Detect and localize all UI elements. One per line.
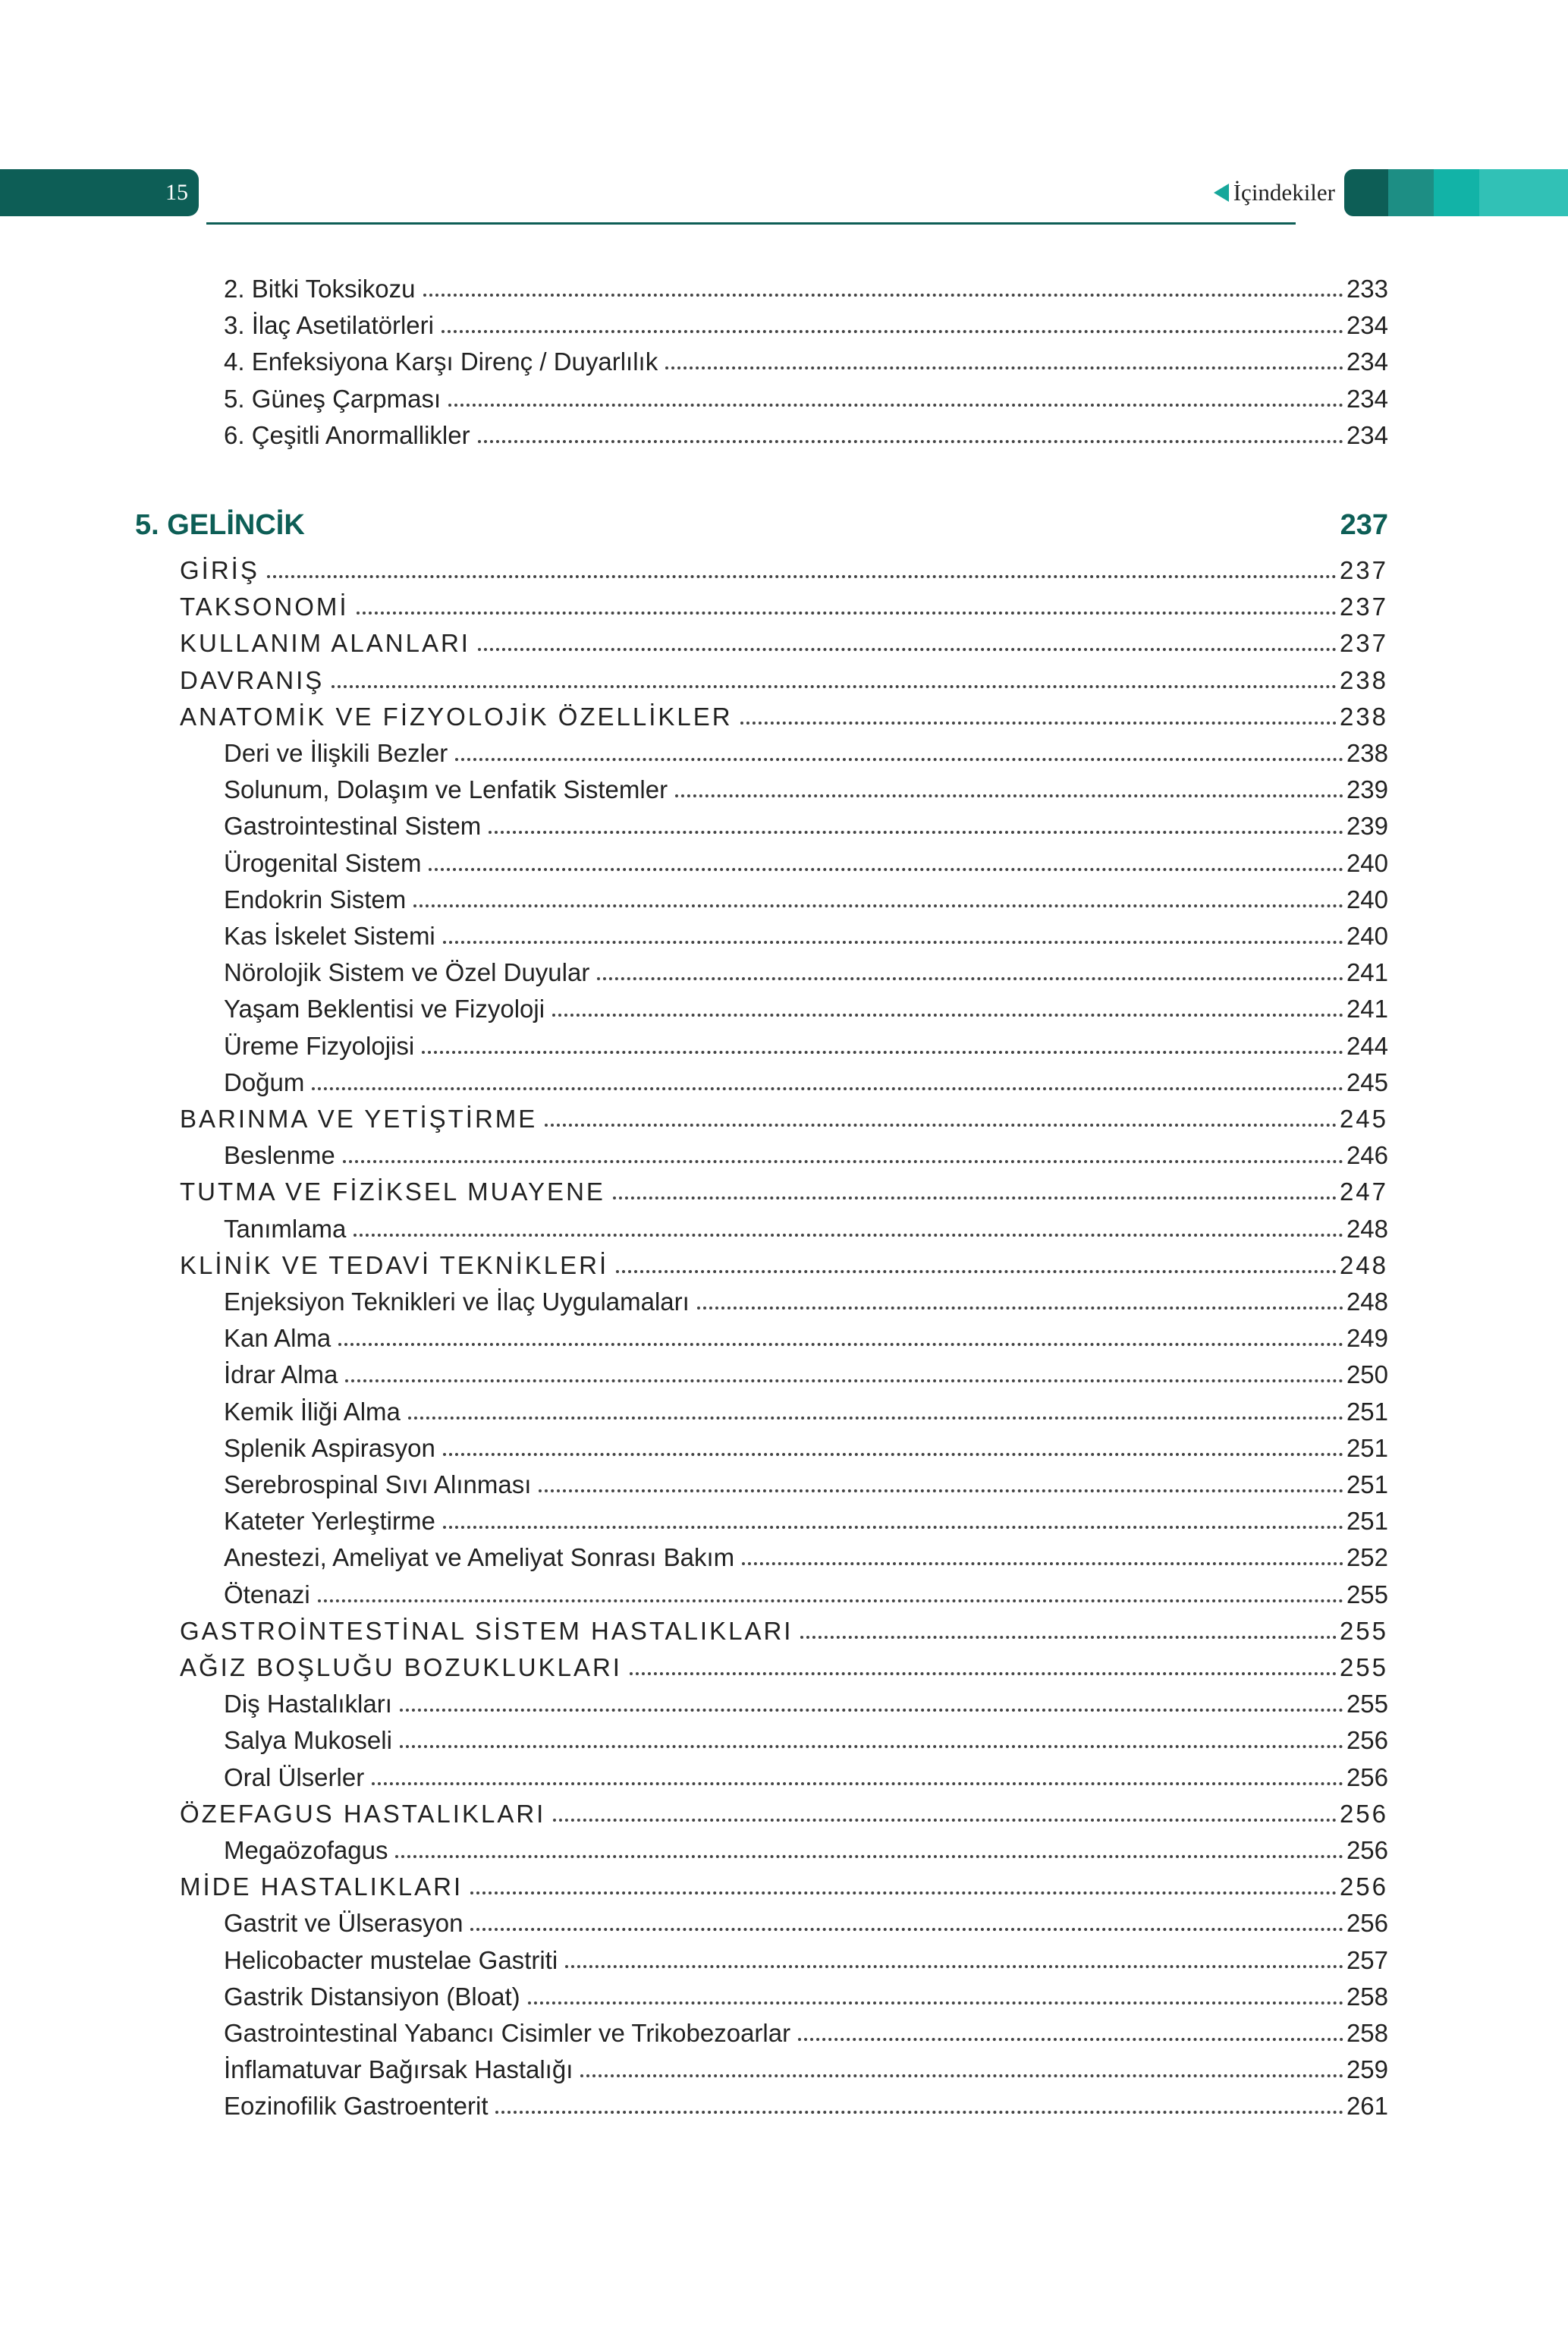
toc-page-number: 238 [1339,665,1388,694]
dot-leader [372,1782,1343,1785]
toc-row[interactable] [224,734,1388,769]
toc-entry-title: GASTROİNTESTİNAL SİSTEM HASTALIKLARI [180,1616,793,1645]
toc-entry-title: Deri ve İlişkili Bezler [224,739,448,767]
dot-leader [616,1270,1337,1273]
toc-row[interactable] [224,1392,1388,1427]
toc-page-number: 237 [1339,593,1388,621]
toc-row[interactable] [224,917,1388,951]
toc-page-number: 239 [1346,812,1388,841]
toc-page-number: 249 [1346,1324,1388,1353]
header-color-blocks [1344,169,1568,216]
toc-row[interactable] [180,697,1388,732]
dot-leader [443,1453,1343,1456]
color-block [1388,169,1434,216]
toc-entry-title: TAKSONOMİ [180,593,349,621]
toc-page-number: 237 [1340,509,1388,541]
toc-entry-title: Endokrin Sistem [224,885,407,913]
toc-entry-title: İdrar Alma [224,1360,338,1389]
toc-row[interactable] [224,1758,1388,1793]
toc-page-number: 255 [1346,1690,1388,1718]
toc-row[interactable] [224,1575,1388,1610]
toc-page-number: 256 [1346,1726,1388,1755]
toc-row[interactable] [224,1465,1388,1500]
toc-entry-title: Yaşam Beklentisi ve Fizyoloji [224,995,545,1024]
toc-row[interactable] [224,269,1388,304]
toc-entry-title: Üreme Fizyolojisi [224,1031,415,1060]
toc-entry-title: KULLANIM ALANLARI [180,629,470,658]
toc-page-number: 256 [1339,1799,1388,1828]
dot-leader [489,831,1343,834]
toc-row[interactable] [180,1172,1388,1207]
toc-page-number: 248 [1346,1288,1388,1316]
section-label: İçindekiler [1233,179,1335,206]
toc-row[interactable] [224,2050,1388,2085]
toc-page-number: 256 [1346,1836,1388,1864]
dot-leader [798,2038,1343,2041]
toc-page-number: 234 [1346,420,1388,449]
toc-row[interactable] [180,1099,1388,1134]
toc-entry-title: Megaözofagus [224,1836,388,1864]
toc-entry-title: KLİNİK VE TEDAVİ TEKNİKLERİ [180,1250,609,1279]
dot-leader [408,1417,1343,1420]
left-triangle-icon [1214,184,1229,202]
toc-page-number: 237 [1339,629,1388,658]
toc-page-number: 255 [1339,1616,1388,1645]
dot-leader [429,868,1343,871]
toc-page-number: 256 [1339,1872,1388,1901]
toc-page-number: 245 [1346,1068,1388,1096]
toc-row[interactable] [224,1063,1388,1098]
toc-entry-title: 4. Enfeksiyona Karşı Direnç / Duyarlılık [224,347,658,376]
toc-entry-title: ÖZEFAGUS HASTALIKLARI [180,1799,546,1828]
toc-entry-title: Gastrointestinal Sistem [224,812,482,841]
toc-entry-title: Ürogenital Sistem [224,848,422,877]
toc-page-number: 251 [1346,1433,1388,1462]
dot-leader [455,758,1343,761]
dot-leader [742,1562,1343,1565]
dot-leader [539,1489,1343,1492]
toc-row[interactable] [180,1867,1388,1902]
toc-row[interactable] [224,2086,1388,2121]
toc-entry-title: Nörolojik Sistem ve Özel Duyular [224,958,590,987]
toc-entry-title: Oral Ülserler [224,1762,365,1791]
toc-entry-title: Serebrospinal Sıvı Alınması [224,1470,532,1498]
toc-row[interactable] [224,1282,1388,1317]
dot-leader [338,1343,1343,1346]
toc-row[interactable] [224,989,1388,1024]
toc-page-number: 256 [1346,1762,1388,1791]
toc-entry-title: Salya Mukoseli [224,1726,392,1755]
toc-page-number: 240 [1346,922,1388,950]
dot-leader [552,1014,1343,1017]
toc-entry-title: İnflamatuvar Bağırsak Hastalığı [224,2055,573,2084]
toc-entry-title: Anestezi, Ameliyat ve Ameliyat Sonrası Bakım [224,1543,735,1572]
toc-entry-title: Kemik İliği Alma [224,1397,401,1426]
toc-page-number: 240 [1346,848,1388,877]
toc-row[interactable] [180,1246,1388,1281]
toc-row[interactable] [224,1941,1388,1976]
toc-row[interactable] [180,661,1388,696]
toc-page-number: 234 [1346,347,1388,376]
dot-leader [318,1599,1343,1602]
toc-row[interactable] [224,2014,1388,2049]
toc-page-number: 252 [1346,1543,1388,1572]
toc-page-number: 248 [1346,1214,1388,1243]
toc-row[interactable] [224,1429,1388,1464]
toc-page-number: 251 [1346,1397,1388,1426]
toc-entry-title: 3. İlaç Asetilatörleri [224,311,434,340]
toc-page-number: 240 [1346,885,1388,913]
toc-row[interactable] [224,1319,1388,1354]
toc-page-number: 245 [1339,1105,1388,1133]
dot-leader [675,794,1343,797]
toc-entry-title: DAVRANIŞ [180,665,325,694]
toc-page-number: 259 [1346,2055,1388,2084]
toc-row[interactable] [224,379,1388,414]
toc-row[interactable] [224,306,1388,341]
toc-entry-title: Helicobacter mustelae Gastriti [224,1945,558,1974]
dot-leader [395,1855,1343,1858]
toc-entry-title: Kan Alma [224,1324,332,1353]
toc-page-number: 234 [1346,311,1388,340]
toc-row[interactable] [224,807,1388,841]
toc-row[interactable] [224,1355,1388,1390]
dot-leader [613,1196,1337,1200]
toc-row[interactable] [224,770,1388,805]
toc-row[interactable] [224,1977,1388,2012]
toc-page-number: 255 [1346,1580,1388,1608]
dot-leader [345,1379,1343,1382]
toc-row[interactable] [224,1027,1388,1061]
toc-page-number: 241 [1346,958,1388,987]
dot-leader [332,685,1337,688]
dot-leader [478,648,1337,651]
dot-leader [400,1709,1343,1712]
toc-page-number: 238 [1346,739,1388,767]
header-rule [206,222,1296,225]
toc-entry-title: ANATOMİK VE FİZYOLOJİK ÖZELLİKLER [180,702,733,731]
toc-page-number: 258 [1346,1982,1388,2011]
toc-entry-title: Beslenme [224,1141,335,1170]
toc-row[interactable] [224,416,1388,451]
color-block [1479,169,1568,216]
dot-leader [423,294,1343,297]
dot-leader [441,330,1343,333]
toc-row[interactable] [224,1501,1388,1536]
dot-leader [422,1051,1343,1054]
section-link-contents[interactable] [1183,173,1335,212]
toc-row[interactable] [180,551,1388,586]
dot-leader [312,1087,1343,1090]
dot-leader [665,366,1343,369]
toc-row[interactable] [180,1612,1388,1646]
toc-row[interactable] [224,844,1388,879]
toc-page-number: 237 [1339,556,1388,584]
toc-page-number: 247 [1339,1178,1388,1206]
toc-entry-title: Gastrointestinal Yabancı Cisimler ve Trikobezoarlar [224,2019,791,2047]
dot-leader [630,1672,1337,1675]
toc-entry-title: Splenik Aspirasyon [224,1433,435,1462]
toc-entry-title: Diş Hastalıkları [224,1690,392,1718]
dot-leader [740,722,1337,725]
dot-leader [354,1234,1343,1237]
toc-page-number: 244 [1346,1031,1388,1060]
toc-entry-title: 2. Bitki Toksikozu [224,275,416,303]
toc-page-number: 238 [1339,702,1388,731]
toc-entry-title: BARINMA VE YETİŞTİRME [180,1105,538,1133]
toc-row[interactable] [180,1794,1388,1829]
dot-leader [528,2001,1343,2005]
toc-row[interactable] [180,1648,1388,1683]
toc-row[interactable] [224,342,1388,377]
dot-leader [478,440,1343,443]
dot-leader [357,612,1337,615]
toc-page-number: 251 [1346,1470,1388,1498]
toc-entry-title: 5. GELİNCİK [135,509,305,541]
toc-entry-title: Ötenazi [224,1580,310,1608]
dot-leader [343,1160,1343,1163]
toc-entry-title: GİRİŞ [180,556,259,584]
toc-entry-title: Kas İskelet Sistemi [224,922,435,950]
toc-page-number: 257 [1346,1945,1388,1974]
toc-entry-title: Enjeksiyon Teknikleri ve İlaç Uygulamaları [224,1288,690,1316]
toc-entry-title: Tanımlama [224,1214,347,1243]
toc-page-number: 256 [1346,1909,1388,1938]
toc-row[interactable] [224,1136,1388,1171]
dot-leader [267,575,1337,578]
toc-entry-title: Gastrit ve Ülserasyon [224,1909,463,1938]
dot-leader [580,2074,1343,2077]
dot-leader [413,904,1343,907]
dot-leader [553,1819,1337,1822]
toc-page-number: 234 [1346,384,1388,413]
toc-row[interactable] [224,1538,1388,1573]
toc-page-number: 261 [1346,2092,1388,2121]
toc-row[interactable] [224,1831,1388,1866]
toc-row[interactable] [180,624,1388,659]
toc-row[interactable] [224,1721,1388,1756]
toc-page-number: 246 [1346,1141,1388,1170]
dot-leader [443,1526,1343,1529]
toc-page-number: 255 [1339,1653,1388,1681]
toc-row[interactable] [224,1684,1388,1719]
dot-leader [443,941,1343,944]
color-block [1434,169,1479,216]
toc-row[interactable] [180,587,1388,622]
toc-page-number: 248 [1339,1250,1388,1279]
page-number: 15 [165,180,188,205]
dot-leader [495,2111,1343,2114]
dot-leader [800,1636,1336,1639]
toc-entry-title: AĞIZ BOŞLUĞU BOZUKLUKLARI [180,1653,622,1681]
toc-entry-title: Eozinofilik Gastroenterit [224,2092,489,2121]
toc-entry-title: MİDE HASTALIKLARI [180,1872,463,1901]
toc-row[interactable] [224,953,1388,988]
toc-row[interactable] [224,880,1388,915]
toc-row[interactable] [224,1904,1388,1939]
toc-entry-title: Gastrik Distansiyon (Bloat) [224,1982,520,2011]
dot-leader [470,1891,1337,1895]
dot-leader [545,1124,1337,1127]
dot-leader [470,1928,1343,1931]
dot-leader [448,404,1343,407]
toc-page-number: 251 [1346,1507,1388,1536]
dot-leader [400,1745,1343,1748]
dot-leader [565,1965,1343,1968]
dot-leader [597,977,1343,980]
toc-page-number: 250 [1346,1360,1388,1389]
toc-page-number: 241 [1346,995,1388,1024]
toc-page-number: 233 [1346,275,1388,303]
toc-chapter-row[interactable] [135,505,1388,540]
toc-page-number: 258 [1346,2019,1388,2047]
dot-leader [697,1306,1343,1310]
toc-entry-title: TUTMA VE FİZİKSEL MUAYENE [180,1178,605,1206]
toc-row[interactable] [224,1209,1388,1244]
toc-entry-title: 5. Güneş Çarpması [224,384,441,413]
color-block [1344,169,1388,216]
toc-entry-title: Solunum, Dolaşım ve Lenfatik Sistemler [224,775,668,804]
toc-entry-title: Doğum [224,1068,305,1096]
toc-entry-title: 6. Çeşitli Anormallikler [224,420,470,449]
toc-entry-title: Kateter Yerleştirme [224,1507,435,1536]
toc-page-number: 239 [1346,775,1388,804]
page-number-tab [0,169,199,216]
